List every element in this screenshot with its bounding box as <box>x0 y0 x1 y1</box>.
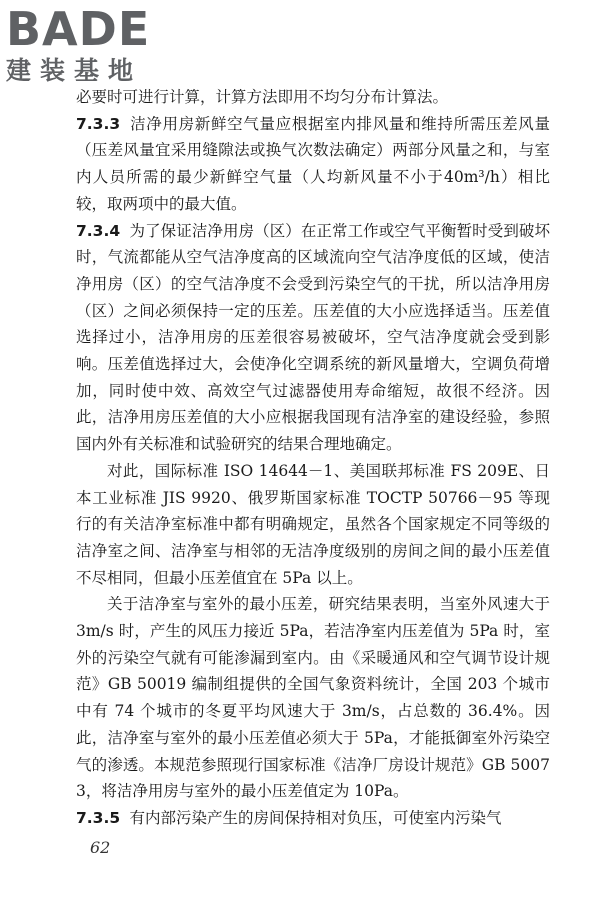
paragraph-text: 洁净用房新鲜空气量应根据室内排风量和维持所需压差风量（压差风量宜采用缝隙法或换气次数法确定）两部分风量之和，与室内人员所需的最少新鲜空气量（人均新风量不小于40m³/h）相比较，取两项中的最大值。 <box>76 114 550 213</box>
paragraph-text: 对此，国际标准 ISO 14644－1、美国联邦标准 FS 209E、日本工业标准 JIS 9920、俄罗斯国家标准 TOCTP 50766－95 等现行的有关洁净室标准中都有明确规定，虽然各个国家规定不同等级的洁净室之间、洁净室与相邻的无洁净度级别的房间之间的最小压差值不尽相同，但最小压差值宜在 5Pa 以上。 <box>76 461 550 587</box>
logo <box>6 4 176 90</box>
paragraph-continuation <box>76 84 550 111</box>
logo-chinese-text: 建装基地 <box>6 56 143 85</box>
paragraph-text: 有内部污染产生的房间保持相对负压，可使室内污染气 <box>129 808 502 827</box>
clause-7-3-5 <box>76 805 550 832</box>
paragraph-text: 关于洁净室与室外的最小压差，研究结果表明，当室外风速大于 3m/s 时，产生的风压力接近 5Pa，若洁净室内压差值为 5Pa 时，室外的污染空气就有可能渗漏到室内。由《采暖通风和空气调节设计规范》GB 50019 编制组提供的全国气象资料统计，全国 203 个城市中有 74 个城市的冬夏平均风速大于 3m/s，占总数的 36.4%。因此，洁净室与室外的最小压差值必须大于 5Pa，才能抵御室外污染空气的渗透。本规范参照现行国家标准《洁净厂房设计规范》GB 50073，将洁净用房与室外的最小压差值定为 10Pa。 <box>76 595 550 801</box>
paragraph-standards <box>76 458 550 592</box>
paragraph-text: 为了保证洁净用房（区）在正常工作或空气平衡暂时受到破坏时，气流都能从空气洁净度高的区域流向空气洁净度低的区域，使洁净用房（区）的空气洁净度不会受到污染空气的干扰，所以洁净用房（区）之间必须保持一定的压差。压差值的大小应选择适当。压差值选择过小，洁净用房的压差很容易被破坏，空气洁净度就会受到影响。压差值选择过大，会使净化空调系统的新风量增大，空调负荷增加，同时使中效、高效空气过滤器使用寿命缩短，故很不经济。因此，洁净用房压差值的大小应根据我国现有洁净室的建设经验，参照国内外有关标准和试验研究的结果合理地确定。 <box>76 221 550 454</box>
document-body <box>76 84 550 832</box>
clause-number: 7.3.4 <box>76 221 121 240</box>
logo-wordmark: BADE <box>6 2 151 56</box>
clause-number: 7.3.5 <box>76 808 121 827</box>
clause-7-3-4 <box>76 218 550 458</box>
paragraph-outdoor-pressure <box>76 591 550 805</box>
paragraph-text: 必要时可进行计算，计算方法即用不均匀分布计算法。 <box>76 88 449 106</box>
page-number: 62 <box>90 838 111 857</box>
clause-number: 7.3.3 <box>76 114 121 133</box>
clause-7-3-3 <box>76 111 550 218</box>
